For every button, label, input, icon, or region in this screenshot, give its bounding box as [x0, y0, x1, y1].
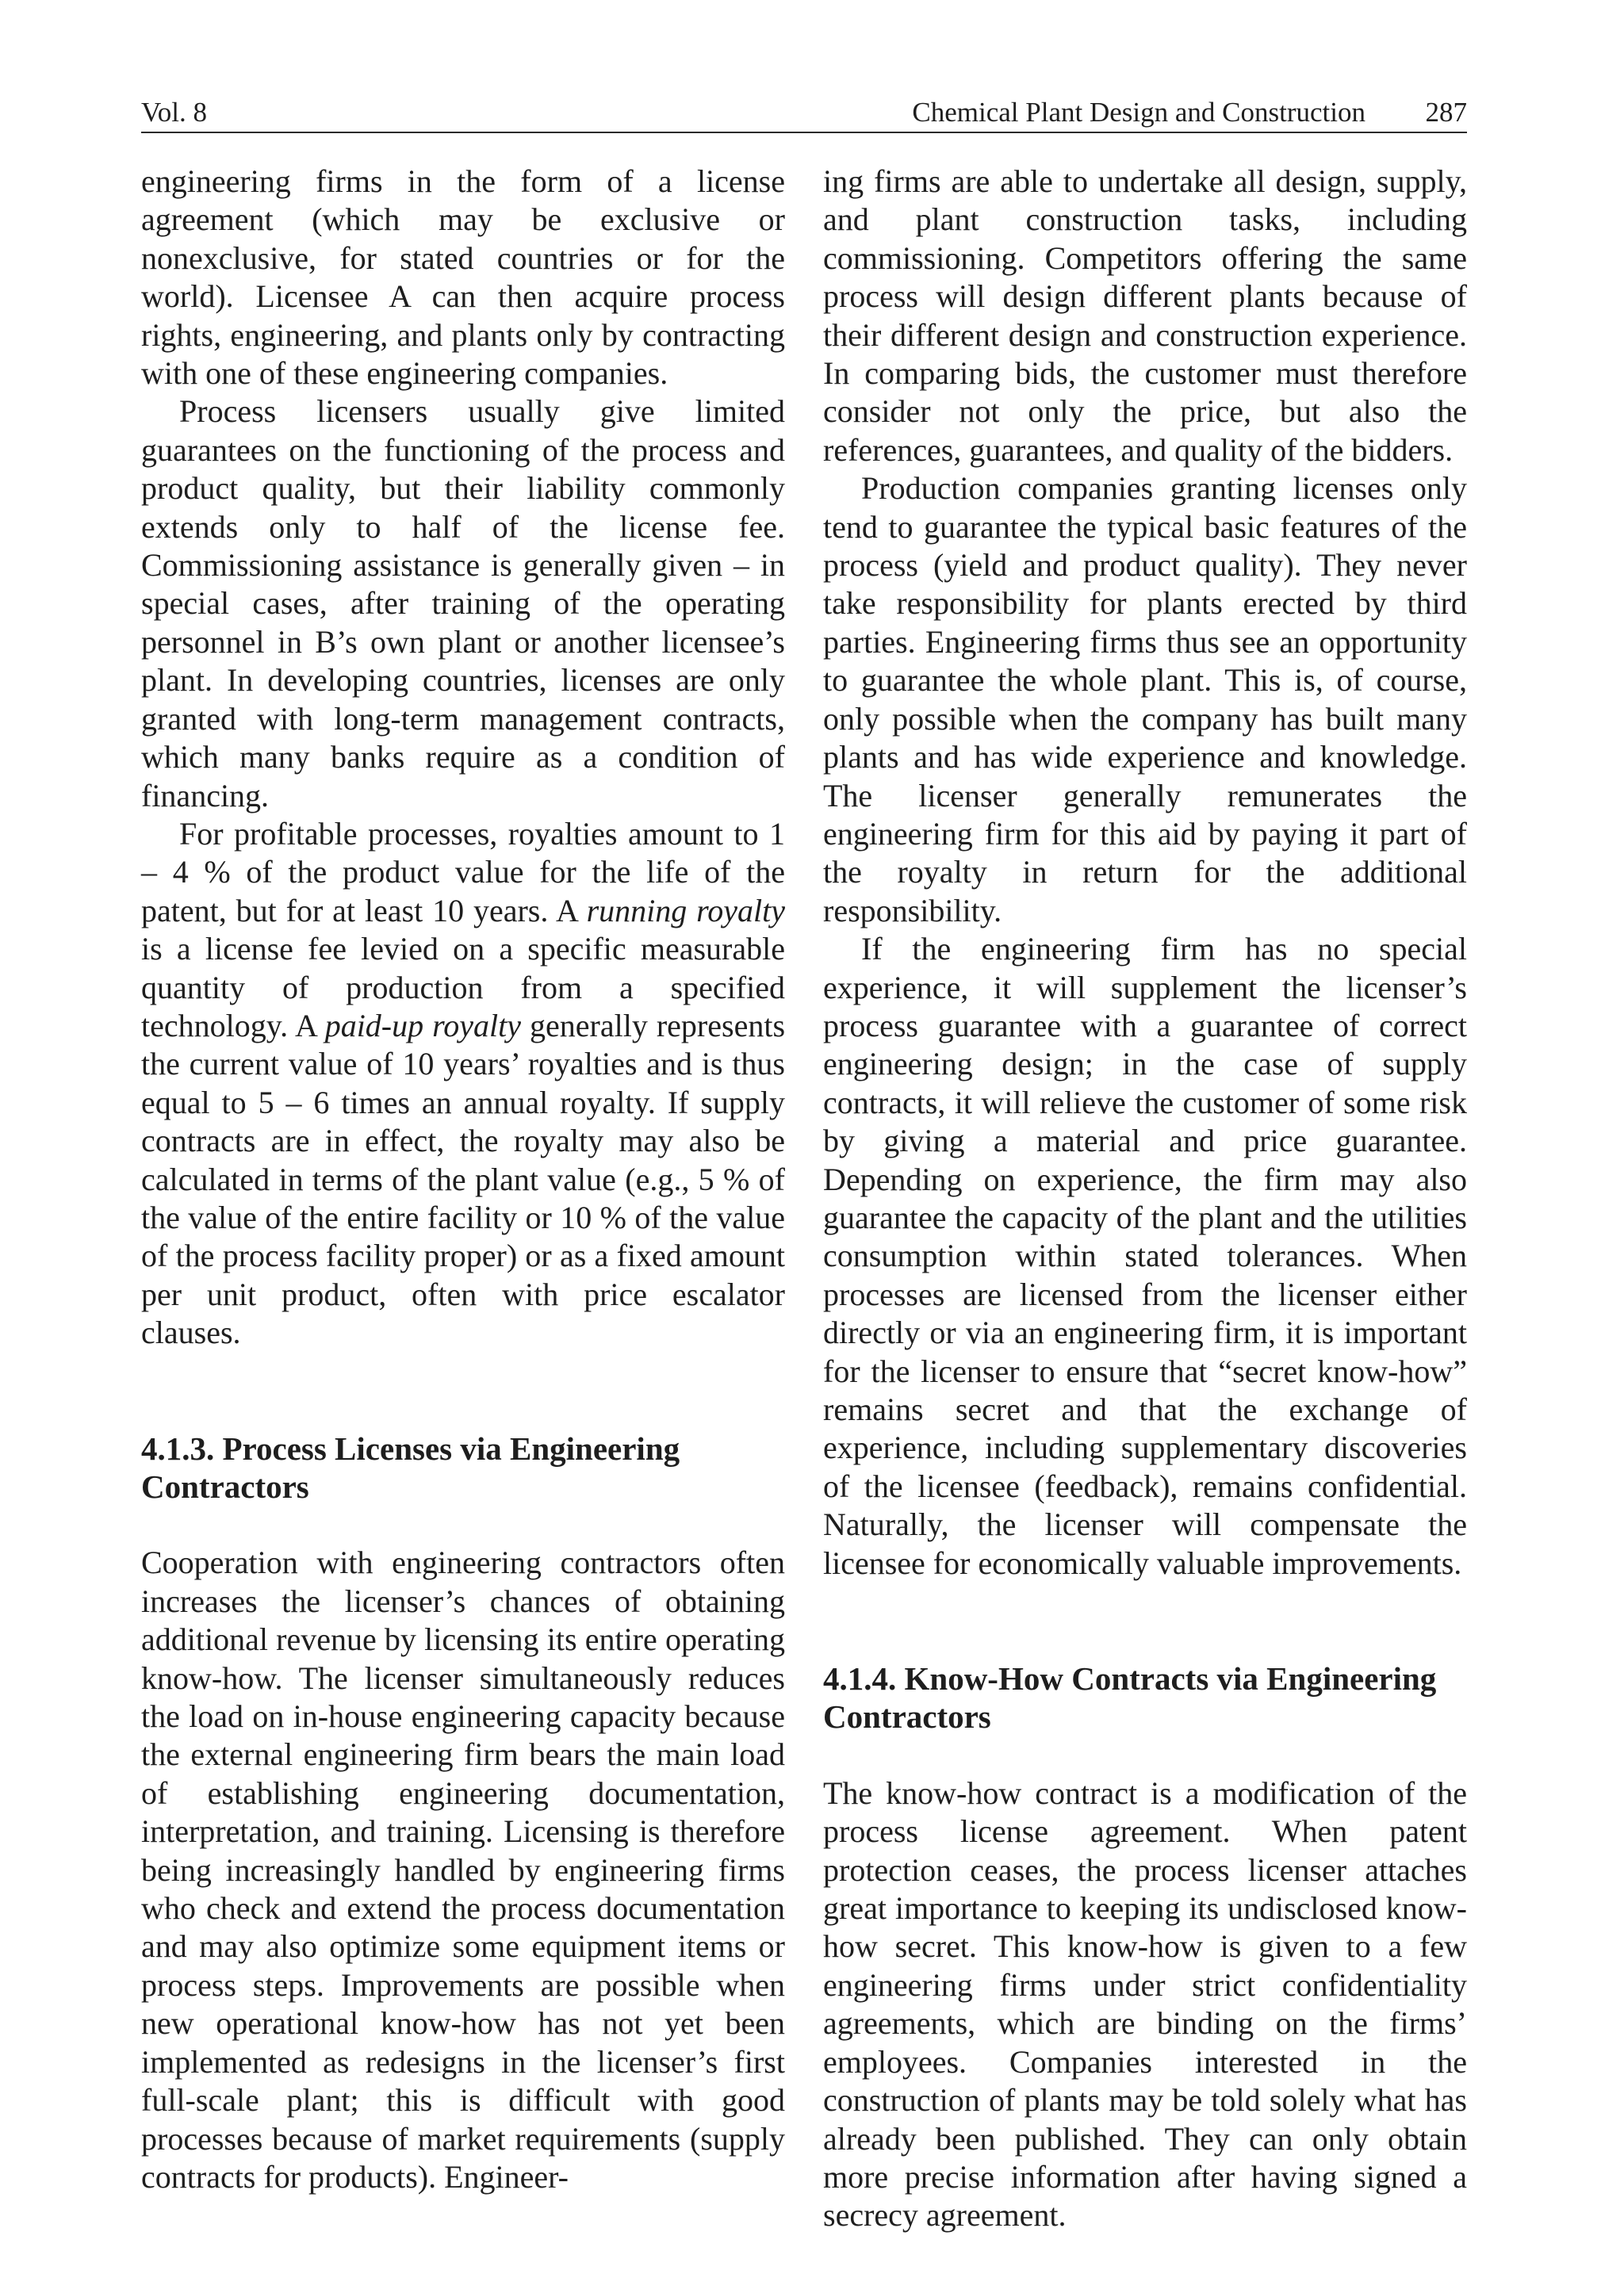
- term-paid-up-royalty: paid-up royalty: [324, 1007, 521, 1043]
- paragraph-engineering-guarantee: If the engineering firm has no special experience, it will supplement the licenser’s process guarantee with a guarantee of correct engineering design; in the case of supply contracts, it will relieve the customer of some risk by giving a material and price guarantee. Depending on experience, the firm may also guarantee the capacity of the plant and the utilities consumption within stated tolerances. When processes are licensed from the licenser either directly or via an engineering firm, it is important for the licenser to ensure that “secret know-how” remains secret and that the exchange of experience, including supplementary discoveries of the licensee (feedback), remains confidential. Naturally, the licenser will compensate the licensee for economically valuable improvements.: [823, 931, 1467, 1581]
- paragraph-engineering-firms: ing firms are able to undertake all design, supply, and plant construction tasks, including commissioning. Competitors offering the same process will design different plants because of their different design and construction experience. In comparing bids, the customer must therefore consider not only the price, but also the references, guarantees, and quality of the bidders.: [823, 163, 1467, 468]
- right-column: [823, 163, 1467, 2235]
- paragraph-royalties: [141, 815, 785, 1353]
- paragraph-engineering-contractors: Cooperation with engineering contractors often increases the licenser’s chances of obtaining additional revenue by licensing its entire operating know-how. The licenser simultaneously reduces the load on in-house engineering capacity because the external engineering firm bears the main load of establishing engineering documentation, interpretation, and training. Licensing is therefore being increasingly handled by engineering firms who check and extend the process documentation and may also optimize some equipment items or process steps. Improvements are possible when new operational know-how has not yet been implemented as redesigns in the licenser’s first full-scale plant; this is difficult with good processes because of market requirements (supply contracts for products). Engineer-: [141, 1545, 785, 2195]
- paragraph-guarantees: Process licensers usually give limited guarantees on the functioning of the process and product quality, but their liability commonly extends only to half of the license fee. Commissioning assistance is generally given – in special cases, after training of the operating personnel in B’s own plant or another licensee’s plant. In developing countries, licenses are only granted with long-term management contracts, which many banks require as a condition of financing.: [141, 393, 785, 813]
- paragraph-license-agreement: engineering firms in the form of a license agreement (which may be exclusive or nonexclusive, for stated countries or for the world). Licensee A can then acquire process rights, engineering, and plants only by contracting with one of these engineering companies.: [141, 163, 785, 392]
- volume-label: Vol. 8: [141, 97, 207, 128]
- running-header: [141, 94, 1467, 133]
- page-number: 287: [1425, 97, 1467, 128]
- section-heading-4-1-3: 4.1.3. Process Licenses via Engineering Contractors: [141, 1430, 680, 1505]
- royalties-text-b: is a license fee levied on a specific measurable quantity of production from a specified technology. A: [141, 931, 785, 1043]
- royalties-text-a: For profitable processes, royalties amount to 1 – 4 % of the product value for the life of the patent, but for at least 10 years. A: [141, 815, 785, 928]
- running-title: Chemical Plant Design and Construction: [912, 97, 1365, 128]
- left-column: [141, 163, 785, 2196]
- paragraph-production-companies: Production companies granting licenses only tend to guarantee the typical basic features of the process (yield and product quality). They never take responsibility for plants erected by third parties. Engineering firms thus see an opportunity to guarantee the whole plant. This is, of course, only possible when the company has built many plants and has wide experience and knowledge. The licenser generally remunerates the engineering firm for this aid by paying it part of the royalty in return for the additional responsibility.: [823, 470, 1467, 928]
- paragraph-know-how-contract: The know-how contract is a modification of the process license agreement. When patent protection ceases, the process licenser attaches great importance to keeping its undisclosed know-how secret. This know-how is given to a few engineering firms under strict confidentiality agreements, which are binding on the firms’ employees. Companies interested in the construction of plants may be told solely what has already been published. They can only obtain more precise information after having signed a secrecy agreement.: [823, 1774, 1467, 2234]
- section-heading-4-1-4: 4.1.4. Know-How Contracts via Engineering Contractors: [823, 1660, 1437, 1736]
- royalties-text-c: generally represents the current value of 10 years’ royalties and is thus equal to 5 – 6 times an annual royalty. If supply contracts are in effect, the royalty may also be calculated in terms of the plant value (e.g., 5 % of the value of the entire facility or 10 % of the value of the process facility proper) or as a fixed amount per unit product, often with price escalator clauses.: [141, 1007, 786, 1351]
- term-running-royalty: running royalty: [586, 892, 785, 928]
